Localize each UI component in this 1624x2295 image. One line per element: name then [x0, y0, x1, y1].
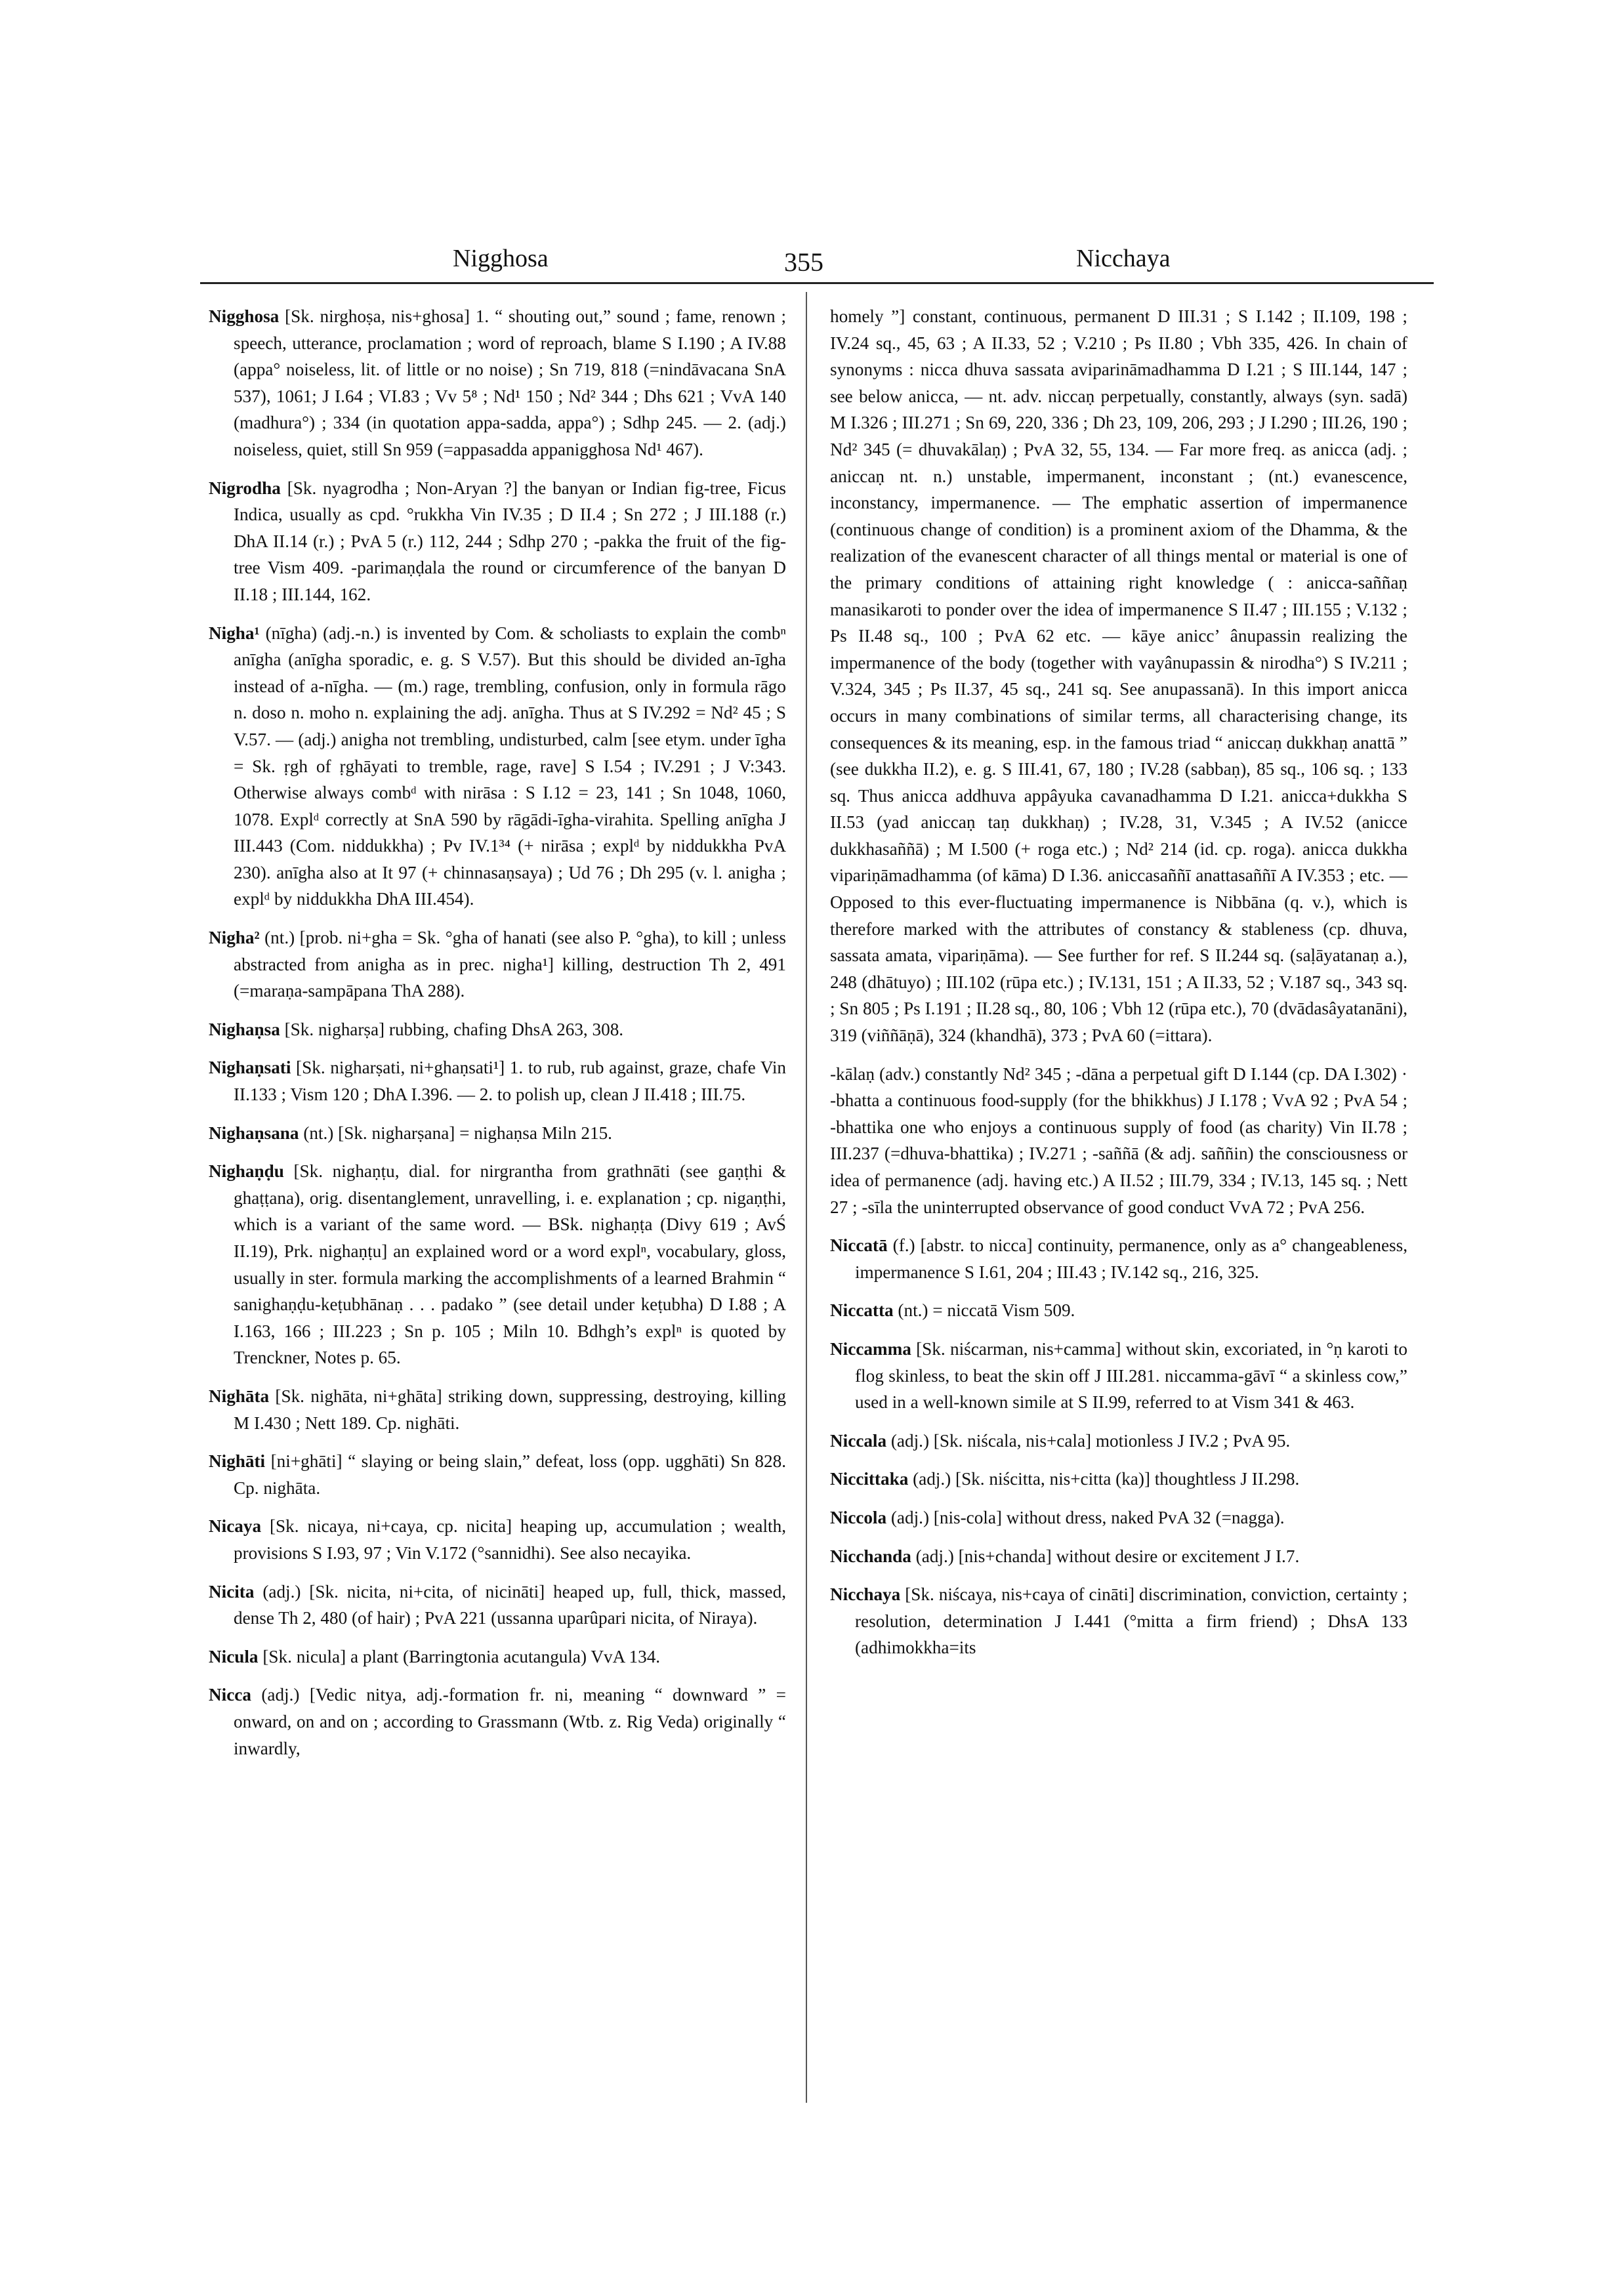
dictionary-entry [209, 1383, 786, 1436]
dictionary-entry [830, 1543, 1407, 1570]
entry-headword: Nighaṇsa [209, 1019, 280, 1039]
dictionary-entry [830, 1466, 1407, 1493]
entry-headword: Nicchanda [830, 1546, 911, 1566]
entry-text: [Sk. nigharṣati, ni+ghaṇsati¹] 1. to rub, rub against, graze, chafe Vin II.133 ; Vism 120 ; DhA I.396. — 2. to polish up, clean J II.418 ; III.75. [234, 1058, 787, 1105]
left-column [209, 303, 786, 1773]
entry-headword: Niccola [830, 1507, 887, 1527]
dictionary-entry [209, 1682, 786, 1762]
entry-headword: Nicca [209, 1685, 251, 1705]
entry-text: [Sk. nyagrodha ; Non-Aryan ?] the banyan or Indian fig-tree, Ficus Indica, usually as cpd. °rukkha Vin IV.35 ; D II.4 ; Sn 272 ; J III.188 (r.) DhA II.14 (r.) ; PvA 5 (r.) 112, 244 ; Sdhp 270 ; -pakka the fruit of the fig-tree Vism 409. -parimaṇḍala the round or circumference of the banyan D II.18 ; III.144, 162. [234, 478, 787, 604]
dictionary-entry [830, 1336, 1407, 1416]
entry-text: (adj.) [Sk. niścala, nis+cala] motionless J IV.2 ; PvA 95. [890, 1430, 1291, 1451]
entry-text: (adj.) [Sk. niścitta, nis+citta (ka)] thoughtless J II.298. [913, 1469, 1300, 1489]
dictionary-entry [209, 475, 786, 608]
entry-text: [Sk. nighaṇṭu, dial. for nirgrantha from grathnāti (see gaṇṭhi & ghaṭṭana), orig. disentanglement, unravelling, i. e. explanation ; cp. nigaṇṭhi, which is a variant of the same word. — BSk. nighaṇṭa (Divy 619 ; AvŚ II.19), Prk. nighaṇṭu] an explained word or a word explⁿ, vocabulary, gloss, usually in ster. formula marking the accomplishments of a learned Brahmin “ sanighaṇḍu-keṭubhānaṇ . . . padako ” (see detail under keṭubha) D I.88 ; A I.163, 166 ; III.223 ; Sn p. 105 ; Miln 10. Bdhgh’s explⁿ is quoted by Trenckner, Notes p. 65. [234, 1161, 786, 1368]
entry-headword: Nighaṇsati [209, 1058, 291, 1078]
header-last-word: Nicchaya [1076, 245, 1171, 272]
entry-text: (adj.) [nis-cola] without dress, naked PvA 32 (=nagga). [890, 1507, 1285, 1527]
dictionary-entry [209, 1158, 786, 1371]
page-number: 355 [784, 247, 823, 277]
entry-text: [Sk. nighāta, ni+ghāta] striking down, suppressing, destroying, killing M I.430 ; Nett 189. Cp. nighāti. [234, 1386, 786, 1433]
dictionary-entry [209, 1448, 786, 1501]
entry-text: (nt.) [Sk. nigharṣana] = nighaṇsa Miln 215. [303, 1123, 612, 1143]
entry-headword: Niccittaka [830, 1469, 909, 1489]
entry-text: (adj.) [Sk. nicita, ni+cita, of nicināti] heaped up, full, thick, massed, dense Th 2, 480 (of hair) ; PvA 221 (ussanna uparûpari nicita, of Niraya). [234, 1581, 786, 1628]
column-divider [806, 292, 807, 2103]
entry-text: (f.) [abstr. to nicca] continuity, permanence, only as a° changeableness, impermanence S I.61, 204 ; III.43 ; IV.142 sq., 216, 325. [855, 1235, 1408, 1282]
entry-headword: Nicchaya [830, 1584, 901, 1605]
entry-headword: Nigha¹ [209, 623, 260, 643]
entry-headword: Niccatta [830, 1300, 894, 1321]
entry-headword: Nigha² [209, 928, 260, 948]
entry-headword: Nigghosa [209, 306, 280, 326]
dictionary-entry [209, 1513, 786, 1566]
dictionary-entry [209, 1120, 786, 1147]
entry-headword: Niccala [830, 1430, 887, 1451]
entry-text: [Sk. nicaya, ni+caya, cp. nicita] heaping up, accumulation ; wealth, provisions S I.93, 97 ; Vin V.172 (°sannidhi). See also necayika. [234, 1516, 786, 1563]
header-rule [200, 282, 1434, 284]
dictionary-entry [830, 1504, 1407, 1531]
entry-headword: Nicula [209, 1646, 259, 1666]
dictionary-entry [209, 1016, 786, 1043]
dictionary-entry [209, 924, 786, 1004]
entry-continuation [830, 1061, 1407, 1221]
entry-headword: Nicita [209, 1581, 255, 1602]
entry-headword: Niccatā [830, 1235, 888, 1256]
entry-headword: Nighaṇḍu [209, 1161, 284, 1182]
entry-text: (adj.) [Vedic nitya, adj.-formation fr. ni, meaning “ downward ” = onward, on and on ; according to Grassmann (Wtb. z. Rig Veda) originally “ inwardly, [234, 1685, 787, 1758]
entry-text: [Sk. niścarman, nis+camma] without skin, excoriated, in °ṇ karoti to flog skinless, to beat the skin off J III.281. niccamma-gāvī “ a skinless cow,” used in a well-known simile at S II.99, referred to at Vism 341 & 463. [855, 1338, 1407, 1413]
entry-text: (nt.) = niccatā Vism 509. [898, 1300, 1075, 1321]
dictionary-entry [830, 1232, 1407, 1285]
dictionary-entry [209, 1644, 786, 1670]
entry-headword: Nighāti [209, 1451, 266, 1472]
dictionary-entry [209, 1054, 786, 1107]
entry-text: [Sk. nicula] a plant (Barringtonia acutangula) VvA 134. [262, 1646, 661, 1666]
entry-headword: Nigrodha [209, 478, 281, 498]
entry-text: [Sk. nigharṣa] rubbing, chafing DhsA 263, 308. [284, 1019, 624, 1039]
entry-text: [Sk. niścaya, nis+caya of cināti] discrimination, conviction, certainty ; resolution, determination J I.441 (°mitta a firm friend) ; DhsA 133 (adhimokkha=its [855, 1584, 1407, 1658]
entry-headword: Nicaya [209, 1516, 262, 1537]
entry-continuation [830, 303, 1407, 1049]
dictionary-entry [830, 1581, 1407, 1661]
entry-headword: Nighaṇsana [209, 1123, 299, 1143]
entry-text: (nt.) [prob. ni+gha = Sk. °gha of hanati (see also P. °gha), to kill ; unless abstracted from anigha as in prec. nigha¹] killing, destruction Th 2, 491 (=maraṇa-sampāpana ThA 288). [234, 928, 786, 1001]
right-column [830, 303, 1407, 1673]
entry-text: -kālaṇ (adv.) constantly Nd² 345 ; -dāna a perpetual gift D I.144 (cp. DA I.302) · -bhatta a continuous food-supply (for the bhikkhus) J I.178 ; VvA 92 ; PvA 54 ; -bhattika one who enjoys a continuous supply of food (as charity) Vin II.78 ; III.237 (=dhuva-bhattika) ; IV.271 ; -saññā (& adj. saññin) the consciousness or idea of permanence (adj. having etc.) A II.52 ; III.79, 334 ; IV.13, 145 sq. ; Nett 27 ; -sīla the uninterrupted observance of good conduct VvA 72 ; PvA 256. [830, 1064, 1407, 1217]
header-first-word: Nigghosa [453, 245, 549, 272]
running-header [197, 244, 1430, 283]
entry-text: [ni+ghāti] “ slaying or being slain,” defeat, loss (opp. ugghāti) Sn 828. Cp. nighāta. [234, 1451, 787, 1498]
entry-headword: Niccamma [830, 1338, 911, 1359]
entry-text: (adj.) [nis+chanda] without desire or excitement J I.7. [915, 1546, 1300, 1566]
dictionary-entry [209, 1579, 786, 1632]
dictionary-entry [209, 303, 786, 463]
entry-text: [Sk. nirghoṣa, nis+ghosa] 1. “ shouting out,” sound ; fame, renown ; speech, utterance, proclamation ; word of reproach, blame S I.190 ; A IV.88 (appa° noiseless, lit. of little or no noise) ; Sn 719, 818 (=nindāvacana SnA 537), 1061; J I.64 ; VI.83 ; Vv 5⁸ ; Nd¹ 150 ; Nd² 344 ; Dhs 621 ; VvA 140 (madhura°) ; 334 (in quotation appa-sadda, appa°) ; Sdhp 245. — 2. (adj.) noiseless, quiet, still Sn 959 (=appasadda appanigghosa Nd¹ 467). [234, 306, 786, 459]
entry-text: (nīgha) (adj.-n.) is invented by Com. & scholiasts to explain the combⁿ anīgha (anīgha sporadic, e. g. S V.57). But this should be divided an-īgha instead of a-nīgha. — (m.) rage, trembling, confusion, only in formula rāgo n. doso n. moho n. explaining the adj. anīgha. Thus at S IV.292 = Nd² 45 ; S V.57. — (adj.) anigha not trembling, undisturbed, calm [see etym. under īgha = Sk. ṛgh of ṛghāyati to tremble, rage, rave] S I.54 ; IV.291 ; J V:343. Otherwise always combᵈ with nirāsa : S I.12 = 23, 141 ; Sn 1048, 1060, 1078. Explᵈ correctly at SnA 590 by rāgādi-īgha-virahita. Spelling anīgha J III.443 (Com. niddukkha) ; Pv IV.1³⁴ (+ nirāsa ; explᵈ by niddukkha PvA 230). anīgha also at It 97 (+ chinnasaṇsaya) ; Ud 76 ; Dh 295 (v. l. anigha ; explᵈ by niddukkha DhA III.454). [234, 623, 786, 909]
dictionary-entry [830, 1428, 1407, 1455]
entry-headword: Nighāta [209, 1386, 270, 1406]
dictionary-entry [830, 1297, 1407, 1324]
dictionary-entry [209, 620, 786, 913]
entry-text: homely ”] constant, continuous, permanent D III.31 ; S I.142 ; II.109, 198 ; IV.24 sq., 45, 63 ; A II.33, 52 ; V.210 ; Ps II.80 ; Vbh 335, 426. In chain of synonyms : nicca dhuva sassata aviparināmadhamma D I.21 ; S III.144, 147 ; see below anicca, — nt. adv. niccaṇ perpetually, constantly, always (syn. sadā) M I.326 ; III.271 ; Sn 69, 220, 336 ; Dh 23, 109, 206, 293 ; J I.290 ; III.26, 190 ; Nd² 345 (= dhuvakālaṇ) ; PvA 32, 55, 134. — Far more freq. as anicca (adj. ; aniccaṇ nt. n.) unstable, impermanent, inconstant ; (nt.) evanescence, inconstancy, impermanence. — The emphatic assertion of impermanence (continuous change of condition) is a prominent axiom of the Dhamma, & the realization of the evanescent character of all things mental or material is one of the primary conditions of attaining right knowledge ( : anicca-saññaṇ manasikaroti to ponder over the idea of impermanence S II.47 ; III.155 ; V.132 ; Ps II.48 sq., 100 ; PvA 62 etc. — kāye anicc’ ânupassin realizing the impermanence of the body (together with vayânupassin & nirodha°) S IV.211 ; V.324, 345 ; Ps II.37, 45 sq., 241 sq. See anupassanā). In this import anicca occurs in many combinations of similar terms, all characterising change, its consequences & its meaning, esp. in the famous triad “ aniccaṇ dukkhaṇ anattā ” (see dukkha II.2), e. g. S III.41, 67, 180 ; IV.28 (sabbaṇ), 85 sq., 106 sq. ; 133 sq. Thus anicca addhuva appâyuka cavanadhamma D I.21. anicca+dukkha S II.53 (yad aniccaṇ taṇ dukkhaṇ) ; IV.28, 31, V.345 ; A IV.52 (anicce dukkhasaññā) ; M I.500 (+ roga etc.) ; Nd² 214 (id. cp. roga). anicca dukkha vipariṇāmadhamma (of kāma) D I.36. aniccasaññī anattasaññī A IV.353 ; etc. — Opposed to this ever-fluctuating impermanence is Nibbāna (q. v.), which is therefore marked with the attributes of constancy & stableness (cp. dhuva, sassata amata, vipariṇāma). — See further for ref. S II.244 sq. (saḷāyatanaṇ a.), 248 (dhātuyo) ; III.102 (rūpa etc.) ; IV.131, 151 ; A II.33, 52 ; V.187 sq., 343 sq. ; Sn 805 ; Ps I.191 ; II.28 sq., 80, 106 ; Vbh 12 (rūpa etc.), 70 (dvādasâyatanāni), 319 (viññāṇā), 324 (khandhā), 373 ; PvA 60 (=ittara). [830, 306, 1407, 1046]
